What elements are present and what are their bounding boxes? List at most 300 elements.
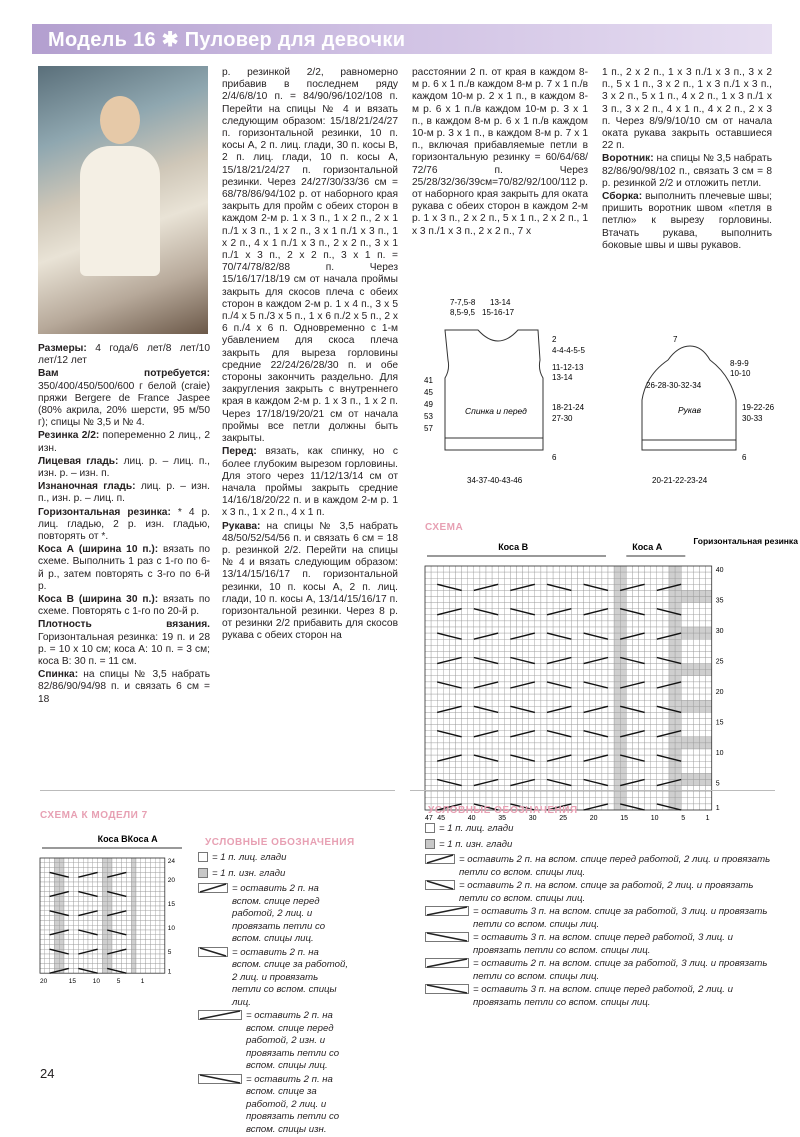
grid-cell (590, 566, 596, 572)
grid-cell (700, 761, 706, 767)
grid-cell (541, 712, 547, 718)
grid-cell (687, 658, 693, 664)
grid-cell (700, 773, 706, 779)
grid-cell (596, 688, 602, 694)
grid-cell (474, 749, 480, 755)
grid-cell (693, 566, 699, 572)
grid-cell (64, 896, 69, 901)
grid-cell (160, 911, 165, 916)
grid-cell (456, 603, 462, 609)
cable-symbol-icon (425, 906, 469, 921)
grid-cell (492, 670, 498, 676)
grid-cell (443, 578, 449, 584)
grid-cell (131, 959, 136, 964)
braid-a-label: Коса А (632, 542, 663, 552)
grid-cell (626, 749, 632, 755)
grid-cell (107, 964, 112, 969)
grid-cell (504, 682, 510, 688)
grid-cell (74, 920, 79, 925)
grid-cell (645, 725, 651, 731)
grid-cell (529, 639, 535, 645)
grid-cell (102, 887, 107, 892)
grid-cell (462, 761, 468, 767)
grid-cell (571, 627, 577, 633)
grid-cell (651, 590, 657, 596)
grid-cell (102, 868, 107, 873)
grid-cell (614, 670, 620, 676)
grid-cell (663, 670, 669, 676)
body-outline (445, 330, 543, 450)
grid-cell (639, 798, 645, 804)
grid-cell (608, 645, 614, 651)
grid-cell (449, 773, 455, 779)
grid-cell (112, 954, 117, 959)
grid-cell (510, 615, 516, 621)
grid-cell (150, 940, 155, 945)
y-tick-label: 40 (715, 567, 724, 574)
grid-cell (693, 773, 699, 779)
grid-cell (657, 792, 663, 798)
grid-cell (150, 925, 155, 930)
grid-cell (596, 572, 602, 578)
grid-cell (492, 621, 498, 627)
grid-cell (700, 645, 706, 651)
grid-cell (112, 935, 117, 940)
grid-cell (584, 737, 590, 743)
grid-cell (706, 767, 712, 773)
grid-cell (150, 949, 155, 954)
grid-cell (468, 694, 474, 700)
grid-cell (146, 964, 151, 969)
grid-cell (462, 572, 468, 578)
grid-cell (602, 773, 608, 779)
paragraph (38, 594, 210, 618)
divider-left (40, 790, 395, 791)
grid-cell (486, 688, 492, 694)
grid-cell (681, 670, 687, 676)
grid-cell (117, 896, 122, 901)
grid-cell (517, 615, 523, 621)
grid-cell (146, 858, 151, 863)
grid-cell (681, 639, 687, 645)
grid-cell (474, 792, 480, 798)
grid-cell (155, 925, 160, 930)
grid-cell (626, 651, 632, 657)
grid-cell (122, 868, 127, 873)
grid-cell (681, 700, 687, 706)
grid-cell (146, 906, 151, 911)
grid-cell (645, 664, 651, 670)
grid-cell (626, 773, 632, 779)
grid-cell (693, 694, 699, 700)
grid-cell (687, 597, 693, 603)
grid-cell (78, 935, 83, 940)
grid-cell (590, 572, 596, 578)
grid-cell (443, 737, 449, 743)
grid-cell (117, 920, 122, 925)
grid-cell (498, 572, 504, 578)
grid-cell (462, 621, 468, 627)
grid-cell (663, 664, 669, 670)
grid-cell (584, 761, 590, 767)
grid-cell (504, 670, 510, 676)
grid-cell (645, 621, 651, 627)
grid-cell (93, 920, 98, 925)
knit-symbol-icon (198, 852, 208, 867)
grid-cell (107, 920, 112, 925)
grid-cell (480, 670, 486, 676)
grid-cell (88, 959, 93, 964)
grid-cell (639, 627, 645, 633)
grid-cell (98, 920, 103, 925)
x-tick-label: 10 (92, 978, 101, 986)
grid-cell (93, 954, 98, 959)
paragraph (602, 153, 772, 190)
grid-cell (578, 731, 584, 737)
grid-cell (504, 572, 510, 578)
grid-cell (693, 645, 699, 651)
grid-cell (504, 712, 510, 718)
grid-cell (425, 761, 431, 767)
grid-cell (93, 896, 98, 901)
grid-cell (669, 694, 675, 700)
grid-cell (559, 645, 565, 651)
grid-cell (437, 651, 443, 657)
grid-cell (559, 737, 565, 743)
grid-cell (553, 590, 559, 596)
grid-cell (122, 940, 127, 945)
x-tick-label: 20 (40, 978, 48, 986)
grid-cell (553, 694, 559, 700)
grid-cell (112, 882, 117, 887)
grid-cell (40, 925, 45, 930)
grid-cell (693, 651, 699, 657)
grid-cell (632, 621, 638, 627)
grid-cell (474, 743, 480, 749)
grid-cell (657, 578, 663, 584)
grid-cell (645, 792, 651, 798)
grid-cell (437, 676, 443, 682)
grid-cell (462, 767, 468, 773)
grid-cell (626, 798, 632, 804)
grid-cell (590, 597, 596, 603)
grid-cell (131, 887, 136, 892)
grid-cell (517, 712, 523, 718)
grid-cell (687, 767, 693, 773)
grid-cell (510, 712, 516, 718)
grid-cell (578, 645, 584, 651)
grid-cell (687, 664, 693, 670)
grid-cell (462, 792, 468, 798)
grid-cell (547, 621, 553, 627)
grid-cell (596, 603, 602, 609)
grid-cell (456, 639, 462, 645)
grid-cell (150, 872, 155, 877)
grid-cell (584, 798, 590, 804)
grid-cell (700, 651, 706, 657)
grid-cell (160, 877, 165, 882)
grid-cell (596, 597, 602, 603)
grid-cell (639, 590, 645, 596)
grid-cell (126, 968, 131, 973)
grid-cell (498, 755, 504, 761)
grid-cell (584, 578, 590, 584)
grid-cell (486, 719, 492, 725)
grid-cell (117, 901, 122, 906)
grid-cell (431, 719, 437, 725)
grid-cell (150, 964, 155, 969)
pattern-diagram (410, 290, 780, 500)
grid-cell (535, 578, 541, 584)
grid-cell (590, 651, 596, 657)
grid-cell (614, 755, 620, 761)
grid-cell (437, 615, 443, 621)
grid-cell (155, 930, 160, 935)
grid-cell (553, 651, 559, 657)
grid-cell (150, 930, 155, 935)
grid-cell (571, 590, 577, 596)
grid-cell (45, 954, 50, 959)
x-tick-label: 10 (650, 815, 659, 822)
grid-cell (596, 700, 602, 706)
grid-cell (608, 676, 614, 682)
grid-cell (492, 639, 498, 645)
grid-cell (98, 882, 103, 887)
grid-cell (64, 877, 69, 882)
grid-cell (498, 780, 504, 786)
grid-cell (54, 925, 59, 930)
grid-cell (456, 664, 462, 670)
grid-cell (54, 935, 59, 940)
grid-cell (50, 901, 55, 906)
grid-cell (541, 676, 547, 682)
grid-cell (608, 603, 614, 609)
grid-cell (449, 566, 455, 572)
grid-cell (93, 882, 98, 887)
grid-cell (645, 682, 651, 688)
grid-cell (590, 798, 596, 804)
grid-cell (681, 651, 687, 657)
grid-cell (706, 743, 712, 749)
grid-cell (449, 627, 455, 633)
grid-cell (547, 761, 553, 767)
grid-cell (700, 749, 706, 755)
grid-cell (535, 773, 541, 779)
grid-cell (651, 700, 657, 706)
grid-cell (131, 935, 136, 940)
grid-cell (117, 954, 122, 959)
grid-cell (669, 645, 675, 651)
grid-cell (639, 664, 645, 670)
grid-cell (510, 603, 516, 609)
grid-cell (136, 877, 141, 882)
grid-cell (102, 959, 107, 964)
grid-cell (40, 896, 45, 901)
grid-cell (98, 896, 103, 901)
grid-cell (504, 767, 510, 773)
grid-cell (498, 706, 504, 712)
grid-cell (590, 719, 596, 725)
grid-cell (700, 664, 706, 670)
grid-cell (553, 725, 559, 731)
grid-cell (425, 609, 431, 615)
x-tick-label: 45 (437, 815, 445, 822)
grid-cell (578, 700, 584, 706)
grid-cell (590, 792, 596, 798)
grid-cell (74, 858, 79, 863)
grid-cell (510, 566, 516, 572)
grid-cell (74, 968, 79, 973)
grid-cell (83, 944, 88, 949)
grid-cell (93, 959, 98, 964)
grid-cell (449, 572, 455, 578)
grid-cell (529, 664, 535, 670)
grid-cell (529, 737, 535, 743)
grid-cell (614, 597, 620, 603)
grid-cell (632, 651, 638, 657)
grid-cell (510, 767, 516, 773)
grid-cell (136, 868, 141, 873)
grid-cell (150, 877, 155, 882)
grid-cell (146, 868, 151, 873)
grid-cell (449, 719, 455, 725)
grid-cell (578, 639, 584, 645)
grid-cell (608, 737, 614, 743)
grid-cell (553, 621, 559, 627)
grid-cell (136, 911, 141, 916)
grid-cell (541, 603, 547, 609)
grid-cell (608, 670, 614, 676)
grid-cell (693, 712, 699, 718)
grid-cell (425, 578, 431, 584)
grid-cell (498, 676, 504, 682)
paragraph (38, 430, 210, 454)
grid-cell (529, 621, 535, 627)
grid-cell (141, 935, 146, 940)
grid-cell (486, 749, 492, 755)
pat-l-1: 41 (424, 376, 433, 385)
grid-cell (687, 578, 693, 584)
sleeve-r-2: 10-10 (730, 369, 751, 378)
cable-symbol-icon (425, 854, 455, 869)
grid-cell (565, 792, 571, 798)
grid-cell (645, 798, 651, 804)
grid-cell (462, 578, 468, 584)
grid-cell (146, 877, 151, 882)
grid-cell (155, 863, 160, 868)
grid-cell (651, 682, 657, 688)
grid-cell (112, 901, 117, 906)
grid-cell (578, 578, 584, 584)
grid-cell (614, 615, 620, 621)
grid-cell (425, 688, 431, 694)
grid-cell (456, 749, 462, 755)
grid-cell (54, 858, 59, 863)
grid-cell (596, 712, 602, 718)
grid-cell (663, 688, 669, 694)
grid-cell (78, 906, 83, 911)
grid-cell (425, 566, 431, 572)
grid-cell (706, 780, 712, 786)
grid-cell (535, 651, 541, 657)
grid-cell (64, 901, 69, 906)
grid-cell (541, 743, 547, 749)
grid-cell (693, 609, 699, 615)
grid-cell (69, 892, 74, 897)
pat-r-2: 4-4-4-5-5 (552, 346, 585, 355)
grid-cell (40, 868, 45, 873)
pat-tr-2: 15-16-17 (482, 308, 515, 317)
grid-cell (706, 633, 712, 639)
grid-cell (614, 712, 620, 718)
grid-cell (122, 964, 127, 969)
grid-cell (117, 940, 122, 945)
grid-cell (700, 615, 706, 621)
grid-cell (112, 887, 117, 892)
grid-cell (657, 627, 663, 633)
grid-cell (553, 572, 559, 578)
grid-cell (492, 773, 498, 779)
grid-cell (112, 959, 117, 964)
grid-cell (425, 645, 431, 651)
grid-cell (687, 694, 693, 700)
pat-l-3: 49 (424, 400, 433, 409)
grid-cell (571, 749, 577, 755)
grid-cell (126, 872, 131, 877)
grid-cell (83, 935, 88, 940)
grid-cell (498, 639, 504, 645)
grid-cell (645, 633, 651, 639)
grid-cell (480, 639, 486, 645)
grid-cell (578, 633, 584, 639)
sleeve-r-3: 19-22-26 (742, 403, 775, 412)
grid-cell (620, 615, 626, 621)
grid-cell (150, 896, 155, 901)
grid-cell (693, 682, 699, 688)
grid-cell (146, 882, 151, 887)
grid-cell (437, 688, 443, 694)
grid-cell (523, 712, 529, 718)
grid-cell (675, 615, 681, 621)
grid-cell (700, 670, 706, 676)
grid-cell (523, 664, 529, 670)
grid-cell (122, 896, 127, 901)
grid-cell (117, 877, 122, 882)
grid-cell (69, 906, 74, 911)
grid-cell (69, 944, 74, 949)
grid-cell (706, 609, 712, 615)
grid-cell (117, 925, 122, 930)
paragraph-label: Плотность вязания. (38, 619, 210, 631)
grid-cell (54, 882, 59, 887)
grid-cell (425, 658, 431, 664)
grid-cell (504, 731, 510, 737)
grid-cell (431, 688, 437, 694)
grid-cell (651, 737, 657, 743)
grid-cell (480, 792, 486, 798)
grid-cell (492, 712, 498, 718)
grid-cell (687, 633, 693, 639)
grid-cell (645, 749, 651, 755)
grid-cell (98, 925, 103, 930)
grid-cell (602, 767, 608, 773)
grid-cell (425, 712, 431, 718)
grid-cell (468, 749, 474, 755)
grid-cell (425, 584, 431, 590)
grid-cell (74, 868, 79, 873)
legend-item (425, 906, 780, 931)
grid-cell (700, 804, 706, 810)
